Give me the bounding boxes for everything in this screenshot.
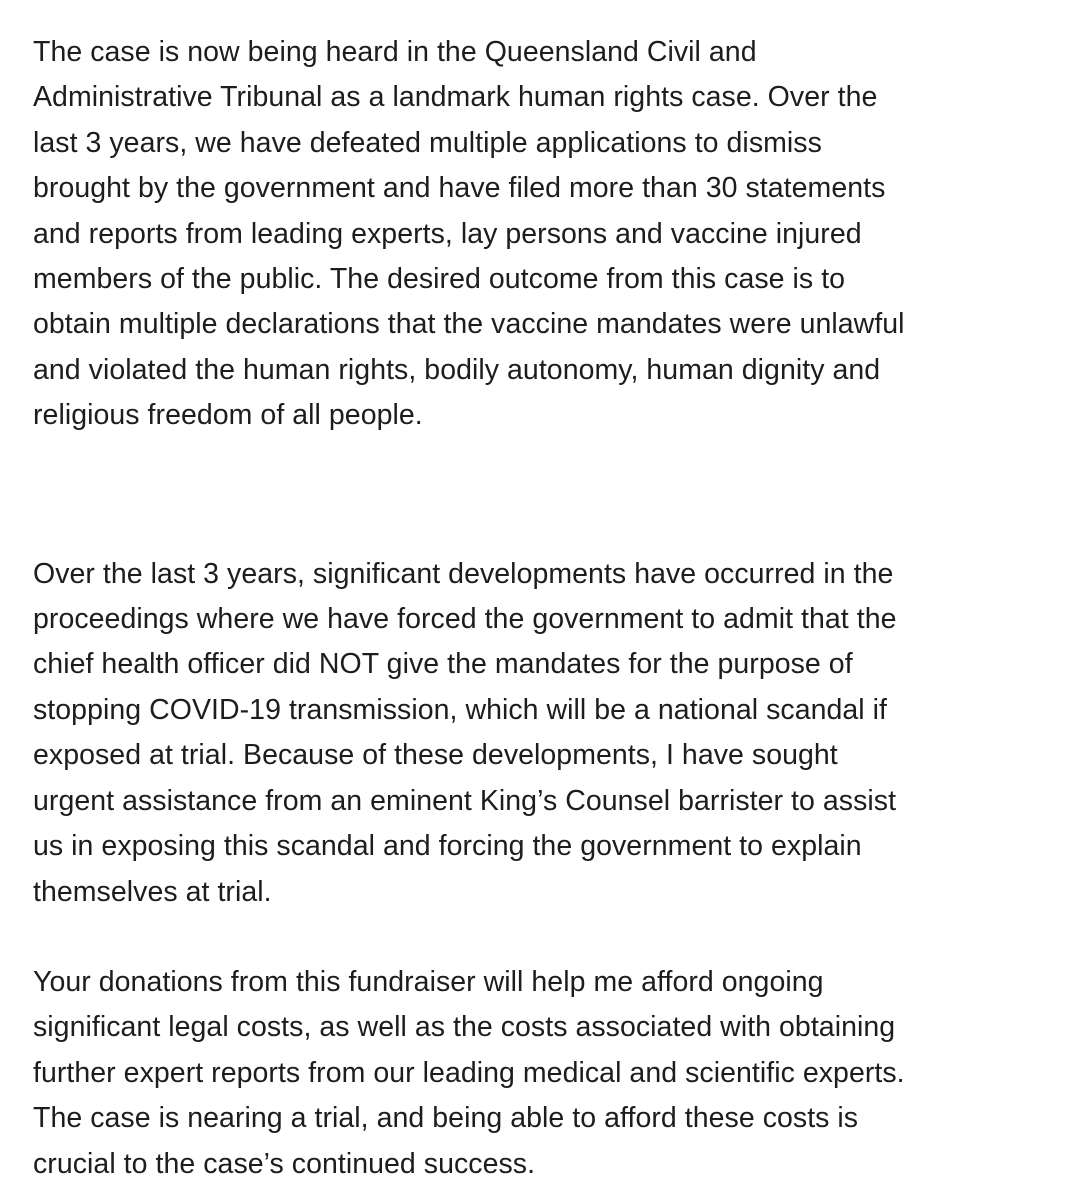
text-line: brought by the government and have filed more than 30 statements <box>33 172 886 205</box>
paragraph-donations <box>33 960 1053 1187</box>
text-line: last 3 years, we have defeated multiple applications to dismiss <box>33 126 822 159</box>
paragraph-case-overview <box>33 30 1053 439</box>
text-line: and reports from leading experts, lay persons and vaccine injured <box>33 217 862 250</box>
text-line: and violated the human rights, bodily autonomy, human dignity and <box>33 353 881 386</box>
text-line: Administrative Tribunal as a landmark human rights case. Over the <box>33 81 878 114</box>
text-line: members of the public. The desired outcome from this case is to <box>33 263 846 296</box>
paragraph-spacer <box>33 439 1053 552</box>
text-line: chief health officer did NOT give the mandates for the purpose of <box>33 648 853 681</box>
text-line: us in exposing this scandal and forcing the government to explain <box>33 830 862 863</box>
text-line: urgent assistance from an eminent King’s Counsel barrister to assist <box>33 784 897 817</box>
paragraph-spacer <box>33 915 1053 960</box>
text-line: Your donations from this fundraiser will help me afford ongoing <box>33 965 824 998</box>
text-line: proceedings where we have forced the government to admit that the <box>33 603 897 636</box>
text-line: crucial to the case’s continued success. <box>33 1147 536 1180</box>
text-line: stopping COVID-19 transmission, which will be a national scandal if <box>33 693 888 726</box>
text-line: further expert reports from our leading medical and scientific experts. <box>33 1056 905 1089</box>
text-line: Over the last 3 years, significant developments have occurred in the <box>33 557 894 590</box>
text-line: exposed at trial. Because of these developments, I have sought <box>33 739 838 772</box>
text-line: obtain multiple declarations that the vaccine mandates were unlawful <box>33 308 905 341</box>
text-line: significant legal costs, as well as the costs associated with obtaining <box>33 1011 896 1044</box>
text-line: The case is now being heard in the Queensland Civil and <box>33 36 757 68</box>
text-line: themselves at trial. <box>33 875 272 908</box>
document-body <box>33 30 1053 1187</box>
text-line: religious freedom of all people. <box>33 399 423 432</box>
text-line: The case is nearing a trial, and being able to afford these costs is <box>33 1102 859 1135</box>
paragraph-developments <box>33 552 1053 915</box>
